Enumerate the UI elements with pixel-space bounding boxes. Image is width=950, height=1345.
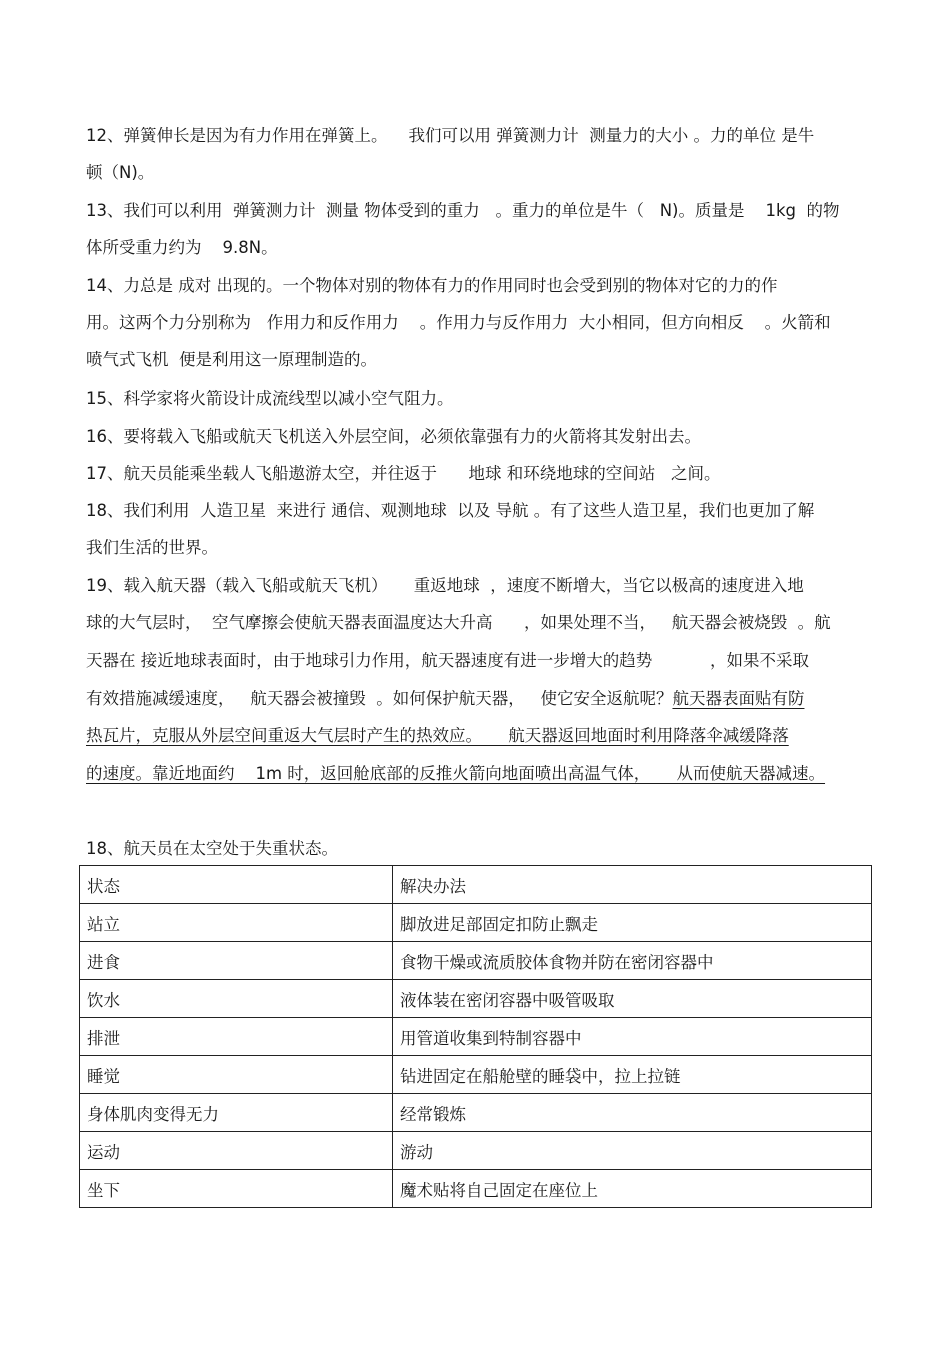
text-line: 用。这两个力分别称为 作用力和反作用力 。作用力与反作用力 大小相同，但方向相反 。火箭和 [86,313,831,332]
header-cell-solution: 解决办法 [393,866,872,904]
table-row [80,980,872,1018]
cell-solution: 游动 [393,1132,872,1170]
text-line: 17、航天员能乘坐载人飞船遨游太空，并往返于 地球 和环绕地球的空间站 之间。 [86,464,721,483]
cell-state: 站立 [80,904,393,942]
text-line: 15、科学家将火箭设计成流线型以减小空气阻力。 [86,389,454,408]
table-header-row [80,866,872,904]
text-line: 19、载入航天器（载入飞船或航天飞机） 重返地球 ，速度不断增大，当它以极高的速度进入地 [86,576,804,595]
table-row [80,904,872,942]
table-caption: 18、航天员在太空处于失重状态。 [86,839,338,858]
weightlessness-table [79,865,872,1208]
underlined-text: 航天器表面贴有防 [672,689,805,708]
cell-solution: 脚放进足部固定扣防止飘走 [393,904,872,942]
cell-state: 睡觉 [80,1056,393,1094]
text-line: 体所受重力约为 9.8N。 [86,238,278,257]
underlined-text-line: 的速度。靠近地面约 1m 时，返回舱底部的反推火箭向地面喷出高温气体， 从而使航天器减速。 [86,764,826,783]
table-row [80,1094,872,1132]
table-row [80,1170,872,1208]
table-row [80,1132,872,1170]
underlined-text-line: 热瓦片，克服从外层空间重返大气层时产生的热效应。 航天器返回地面时利用降落伞减缓降落 [86,726,789,745]
text-line: 天器在 接近地球表面时，由于地球引力作用，航天器速度有进一步增大的趋势 ，如果不采取 [86,651,809,670]
text-line: 12、弹簧伸长是因为有力作用在弹簧上。 我们可以用 弹簧测力计 测量力的大小 。力的单位 是牛 [86,126,815,145]
text-line: 喷气式飞机 便是利用这一原理制造的。 [86,350,377,369]
cell-solution: 液体装在密闭容器中吸管吸取 [393,980,872,1018]
text-line [86,688,804,710]
text-line: 球的大气层时， 空气摩擦会使航天器表面温度达大升高 ，如果处理不当， 航天器会被烧毁 。航 [86,613,831,632]
text-line: 我们生活的世界。 [86,538,218,557]
table-row [80,1056,872,1094]
cell-solution: 钻进固定在船舱壁的睡袋中，拉上拉链 [393,1056,872,1094]
text-line: 16、要将载入飞船或航天飞机送入外层空间，必须依靠强有力的火箭将其发射出去。 [86,427,701,446]
text-line: 13、我们可以利用 弹簧测力计 测量 物体受到的重力 。重力的单位是牛（ N)。质量是 1kg 的物 [86,201,840,220]
cell-solution: 用管道收集到特制容器中 [393,1018,872,1056]
table-row [80,1018,872,1056]
cell-state: 排泄 [80,1018,393,1056]
cell-solution: 魔术贴将自己固定在座位上 [393,1170,872,1208]
table-row [80,942,872,980]
cell-solution: 食物干燥或流质胶体食物并防在密闭容器中 [393,942,872,980]
cell-state: 身体肌肉变得无力 [80,1094,393,1132]
cell-state: 运动 [80,1132,393,1170]
text-segment: 有效措施减缓速度， 航天器会被撞毁 。如何保护航天器， 使它安全返航呢？ [86,689,673,708]
cell-solution: 经常锻炼 [393,1094,872,1132]
cell-state: 饮水 [80,980,393,1018]
header-cell-state: 状态 [80,866,393,904]
cell-state: 坐下 [80,1170,393,1208]
cell-state: 进食 [80,942,393,980]
text-line: 18、我们利用 人造卫星 来进行 通信、观测地球 以及 导航 。有了这些人造卫星，我们也更加了解 [86,501,815,520]
text-line: 顿（N)。 [86,163,155,182]
text-line: 14、力总是 成对 出现的。一个物体对别的物体有力的作用同时也会受到别的物体对它的力的作 [86,276,778,295]
